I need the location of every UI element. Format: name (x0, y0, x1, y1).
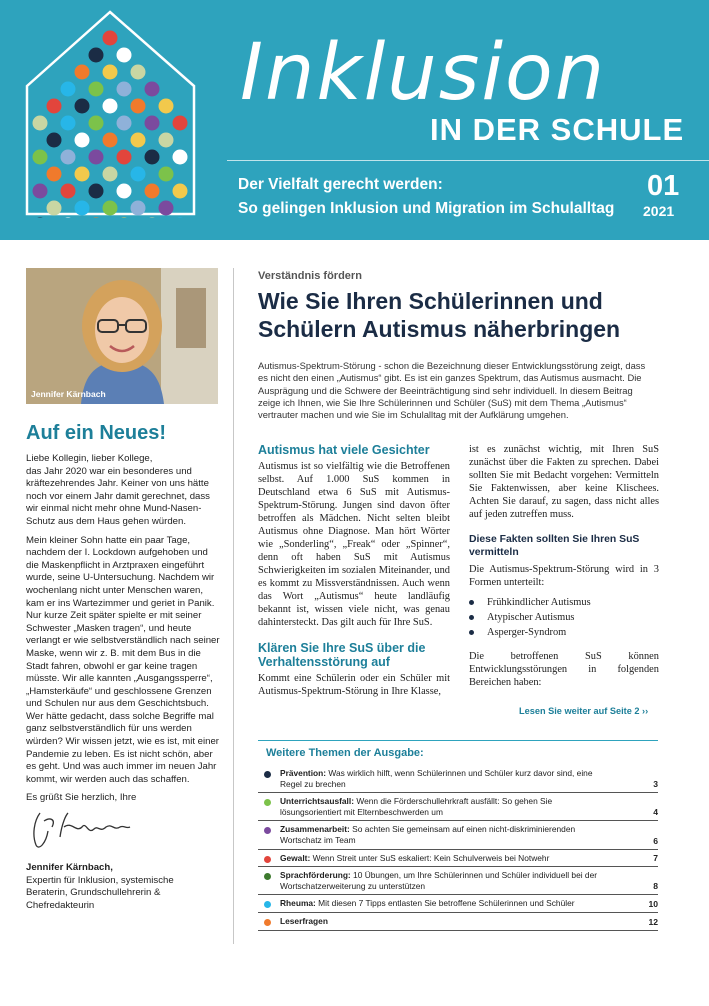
house-dot (145, 116, 160, 131)
author-role: Chefredakteurin (26, 899, 95, 911)
house-dot (33, 218, 48, 219)
house-dot (47, 167, 62, 182)
article-intro: Autismus-Spektrum-Störung - schon die Bezeichnung dieser Entwicklungsstörung zeigt, dass es nicht den einen „Autismus“ gibt. Es ist ein ganzes Spektrum, das Autismus ausmacht. Die Ausprägung und die Schwere der Beeinträchtigung sind sehr individuell. In diesem Beitrag zeige ich Ihnen, wie Sie Ihre Schülerinnen und Schüler (SuS) mit dem Thema „Autismus“ vertrauter machen und wie Sie im Schulalltag mit der Aufklärung umgehen. (258, 360, 646, 421)
signature-image (26, 807, 136, 851)
topic-row[interactable] (258, 821, 658, 849)
header-divider (227, 160, 709, 161)
topic-bullet-icon (264, 873, 271, 880)
editorial-heading: Auf ein Neues! (26, 422, 167, 444)
house-dot (173, 184, 188, 199)
section-text: Autismus ist so vielfältig wie die Betroffenen selbst. Auf 1.000 SuS kommen in Deutschland etwa 6 SuS mit Autismus-Spektrum-Störung. Jungen sind davon öfter betroffen als Mädchen. Nicht selten bleibt Autismus ohne Diagnose. Man hört Wörter wie „Sonderling“, „Freak“ oder „Spinner“, denn oft haben SuS mit Autismus Schwierigkeiten im sozialen Miteinander, und es kommt zu Missverständnissen. Auch wenn das Wort „Autismus“ heute landläufig bekannt ist, wissen viele nicht, was genau dahintersteckt. Das gilt auch für Ihre SuS. (258, 461, 450, 628)
topic-page-number: 4 (653, 807, 658, 818)
topic-page-number: 6 (653, 835, 658, 846)
house-dot (61, 150, 76, 165)
house-dot (103, 99, 118, 114)
house-dot (33, 150, 48, 165)
topic-text: Leserfragen (280, 915, 328, 926)
bullet-icon (469, 600, 474, 605)
topic-row[interactable] (258, 895, 658, 913)
tagline-line-1: Der Vielfalt gerecht werden: (238, 176, 443, 193)
house-dot (89, 184, 104, 199)
house-dot (131, 167, 146, 182)
topic-row[interactable] (258, 850, 658, 868)
editorial-closing: Es grüßt Sie herzlich, Ihre (26, 792, 137, 804)
author-name: Jennifer Kärnbach, (26, 862, 113, 874)
house-dot (89, 48, 104, 63)
house-dot (173, 150, 188, 165)
house-dot (159, 201, 174, 216)
topic-text: Zusammenarbeit: So achten Sie gemeinsam auf einen nicht-diskriminierenden Wortschatz im Team (280, 824, 576, 845)
author-block (26, 862, 222, 912)
house-dot (131, 201, 146, 216)
topic-text: Rheuma: Mit diesen 7 Tipps entlasten Sie betroffene Schülerinnen und Schüler (280, 898, 575, 909)
house-dot (173, 218, 188, 219)
topics-list (258, 765, 658, 931)
topic-bullet-icon (264, 856, 271, 863)
topic-page-number: 8 (653, 881, 658, 892)
house-logo-icon (22, 8, 199, 218)
topic-text: Unterrichtsausfall: Wenn die Förderschullehrkraft ausfällt: So gehen Sie lösungsorientiert mit Elternbeschwerden um (280, 796, 553, 817)
topic-bullet-icon (264, 771, 271, 778)
house-dot (173, 116, 188, 131)
house-dot (47, 201, 62, 216)
topic-bullet-icon (264, 919, 271, 926)
topics-title: Weitere Themen der Ausgabe: (266, 747, 424, 759)
topic-page-number: 12 (648, 916, 658, 927)
house-dot (89, 82, 104, 97)
house-dot (75, 65, 90, 80)
magazine-title: Inklusion (240, 28, 607, 118)
article-column-1 (258, 443, 450, 710)
topic-row[interactable] (258, 913, 658, 931)
house-dot (61, 184, 76, 199)
list-item: Asperger-Syndrom (469, 625, 659, 640)
house-dot (103, 31, 118, 46)
house-dot (75, 99, 90, 114)
section-text: Die betroffenen SuS können Entwicklungsstörungen in folgenden Bereichen haben: (469, 651, 659, 688)
topic-page-number: 10 (648, 898, 658, 909)
house-dot (75, 201, 90, 216)
author-role: Expertin für Inklusion, systemische (26, 874, 174, 886)
house-dot (103, 133, 118, 148)
topic-text: Gewalt: Wenn Streit unter SuS eskaliert: Kein Schulverweis bei Notwehr (280, 852, 550, 863)
house-dot (103, 65, 118, 80)
house-dot (117, 82, 132, 97)
house-dot (145, 218, 160, 219)
tagline-line-2: So gelingen Inklusion und Migration im Schulalltag (238, 200, 615, 217)
bullet-icon (469, 615, 474, 620)
house-dot (33, 184, 48, 199)
house-dot (33, 116, 48, 131)
house-dot (103, 167, 118, 182)
continue-link[interactable]: Lesen Sie weiter auf Seite 2 ›› (519, 706, 649, 716)
house-dot (145, 150, 160, 165)
autism-forms-list (469, 595, 659, 640)
issue-year: 2021 (643, 203, 675, 219)
section-heading: Diese Fakten sollten Sie Ihren SuS vermitteln (469, 534, 640, 558)
house-dot (89, 116, 104, 131)
topic-text: Sprachförderung: 10 Übungen, um Ihre Schülerinnen und Schüler individuell bei der Wortschatzerweiterung zu unterstützen (280, 870, 598, 891)
issue-number: 01 (647, 170, 680, 202)
house-dot (103, 201, 118, 216)
topic-bullet-icon (264, 827, 271, 834)
house-dot (159, 133, 174, 148)
topic-bullet-icon (264, 901, 271, 908)
house-dot (117, 184, 132, 199)
house-dot (75, 167, 90, 182)
house-dot (47, 133, 62, 148)
house-dot (61, 82, 76, 97)
house-dot (75, 133, 90, 148)
topic-row[interactable] (258, 765, 658, 793)
section-text: Die Autismus-Spektrum-Störung wird in 3 Formen unterteilt: (469, 564, 659, 588)
section-heading: Klären Sie Ihre SuS über die Verhaltensstörung auf (258, 641, 426, 669)
column-divider (233, 268, 234, 944)
magazine-subtitle: IN DER SCHULE (430, 112, 685, 147)
house-dot (89, 218, 104, 219)
bullet-icon (469, 630, 474, 635)
editorial-column (26, 422, 222, 912)
house-dot (47, 99, 62, 114)
author-photo (26, 268, 218, 404)
editorial-paragraph: das Jahr 2020 war ein besonderes und kräftezehrendes Jahr. Keiner von uns hätte noch vor einem Jahr damit gerechnet, dass wir einmal nicht mehr ohne Mund-Nasen-Schutz aus dem Haus gehen würden. (26, 465, 210, 527)
house-dot (89, 150, 104, 165)
house-dot (159, 167, 174, 182)
house-dot (145, 184, 160, 199)
house-dot (131, 99, 146, 114)
editorial-paragraph: Mein kleiner Sohn hatte ein paar Tage, nachdem der I. Lockdown aufgehoben und die Maskenpflicht in Arztpraxen eingeführt wurde, seine U-Untersuchung. Nachdem wir wochenlang nicht unter Menschen waren, kam er ins Wartezimmer und geriet in Panik. Nur kurze Zeit später spielte er mit seiner Schwester „Masken tragen“, und heute verlangt er wie selbstverständlich nach seiner Maske, wenn wir z. B. mit dem Bus in die Stadt fahren, obwohl er gar keine tragen müsste. Wir alle kannten „Ausgangssperre“, „Hamsterkäufe“ und geschlossene Grenzen und Schulen nur aus dem Geschichtsbuch. Wer hätte gedacht, dass solche Begriffe mal ganz selbstverständlich für uns werden würden? Wir wissen jetzt, wie es ist, mit einer Pandemie zu leben. Es ist nicht schön, aber es geht. Und was auch immer im neuen Jahr kommt, wir werden auch das schaffen. (26, 534, 220, 785)
house-dot (117, 218, 132, 219)
house-dot (117, 116, 132, 131)
house-dot (117, 150, 132, 165)
article-kicker: Verständnis fördern (258, 270, 362, 282)
house-dot (117, 48, 132, 63)
article-column-2 (469, 443, 659, 701)
house-dot (131, 133, 146, 148)
list-item: Atypischer Autismus (469, 610, 659, 625)
house-dot (131, 65, 146, 80)
house-dot (145, 82, 160, 97)
house-dot (61, 218, 76, 219)
topic-page-number: 3 (653, 779, 658, 790)
list-item: Frühkindlicher Autismus (469, 595, 659, 610)
topic-page-number: 7 (653, 853, 658, 864)
section-text: Kommt eine Schülerin oder ein Schüler mit Autismus-Spektrum-Störung in Ihre Klasse, (258, 673, 450, 697)
author-role: Beraterin, Grundschullehrerin & (26, 887, 161, 899)
topic-row[interactable] (258, 793, 658, 821)
house-dot (61, 116, 76, 131)
topic-bullet-icon (264, 799, 271, 806)
topic-text: Prävention: Was wirklich hilft, wenn Schülerinnen und Schüler kurz davor sind, eine Regel zu brechen (280, 768, 593, 789)
section-text: ist es zunächst wichtig, mit Ihren SuS zunächst über die Fakten zu sprechen. Dabei sollten Sie mit Bedacht vorgehen: Vermitteln Sie Faktenwissen, aber keine Klischees. Achten Sie darauf, zu sagen, dass nicht alles auf jeden zutreffen muss. (469, 444, 659, 520)
topic-row[interactable] (258, 867, 658, 895)
section-heading: Autismus hat viele Gesichter (258, 443, 430, 457)
portrait-image (26, 268, 218, 404)
editorial-greeting: Liebe Kollegin, lieber Kollege, (26, 453, 153, 464)
article-headline: Wie Sie Ihren Schülerinnen und Schülern Autismus näherbringen (258, 288, 621, 342)
house-dot (159, 99, 174, 114)
further-topics-box (258, 740, 658, 931)
photo-caption: Jennifer Kärnbach (31, 389, 106, 399)
masthead (0, 0, 709, 240)
